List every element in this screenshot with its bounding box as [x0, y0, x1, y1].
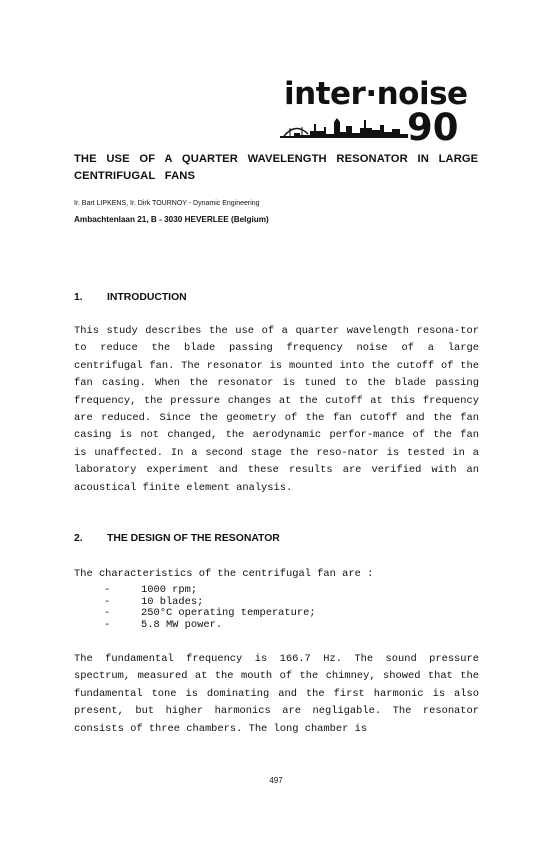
section-number: 2. — [74, 533, 83, 544]
section-title: THE DESIGN OF THE RESONATOR — [107, 533, 280, 544]
affiliation-line: Ambachtenlaan 21, B - 3030 HEVERLEE (Belgium) — [74, 215, 269, 224]
list-item: - 250°C operating temperature; — [104, 607, 316, 620]
list-item: - 5.8 MW power. — [104, 619, 223, 632]
list-item: - 10 blades; — [104, 595, 204, 608]
author-line: Ir. Bart LIPKENS, Ir. Dirk TOURNOY - Dynamic Engineering — [74, 200, 260, 207]
list-intro: The characteristics of the centrifugal fan are : — [74, 568, 374, 580]
logo-year: 90 — [407, 106, 459, 149]
conference-logo — [280, 76, 468, 149]
body-paragraph: The fundamental frequency is 166.7 Hz. The sound pressure spectrum, measured at the mouth of the chimney, showed that the fundamental tone is dominating and the first harmonic is also present, but higher harmonics are negligable. The resonator consists of three chambers. The long chamber is — [74, 653, 479, 735]
section-heading — [74, 292, 187, 303]
section-title: INTRODUCTION — [107, 292, 187, 303]
logo-wordmark: inter·noise — [284, 76, 468, 112]
list-item: - 1000 rpm; — [104, 584, 198, 596]
page-number: 497 — [269, 776, 283, 785]
section-number: 1. — [74, 292, 83, 303]
city-skyline-icon — [280, 114, 408, 138]
paper-title: THE USE OF A QUARTER WAVELENGTH RESONATOR IN LARGE CENTRIFUGAL FANS — [74, 153, 479, 182]
characteristics-list — [104, 585, 316, 632]
section-heading — [74, 533, 280, 544]
body-paragraph: This study describes the use of a quarter wavelength resona-tor to reduce the blade passing frequency noise of a large centrifugal fan. The resonator is mounted into the cutoff of the fan casing. When the resonator is tuned to the blade passing frequency, the pressure changes at the cutoff at this frequency are reduced. Since the geometry of the fan cutoff and the fan casing is not changed, the aerodynamic perfor-mance of the fan is unaffected. In a second stage the reso-nator is tested in a laboratory experiment and these results are verified with an acoustical finite element analysis. — [74, 325, 479, 494]
